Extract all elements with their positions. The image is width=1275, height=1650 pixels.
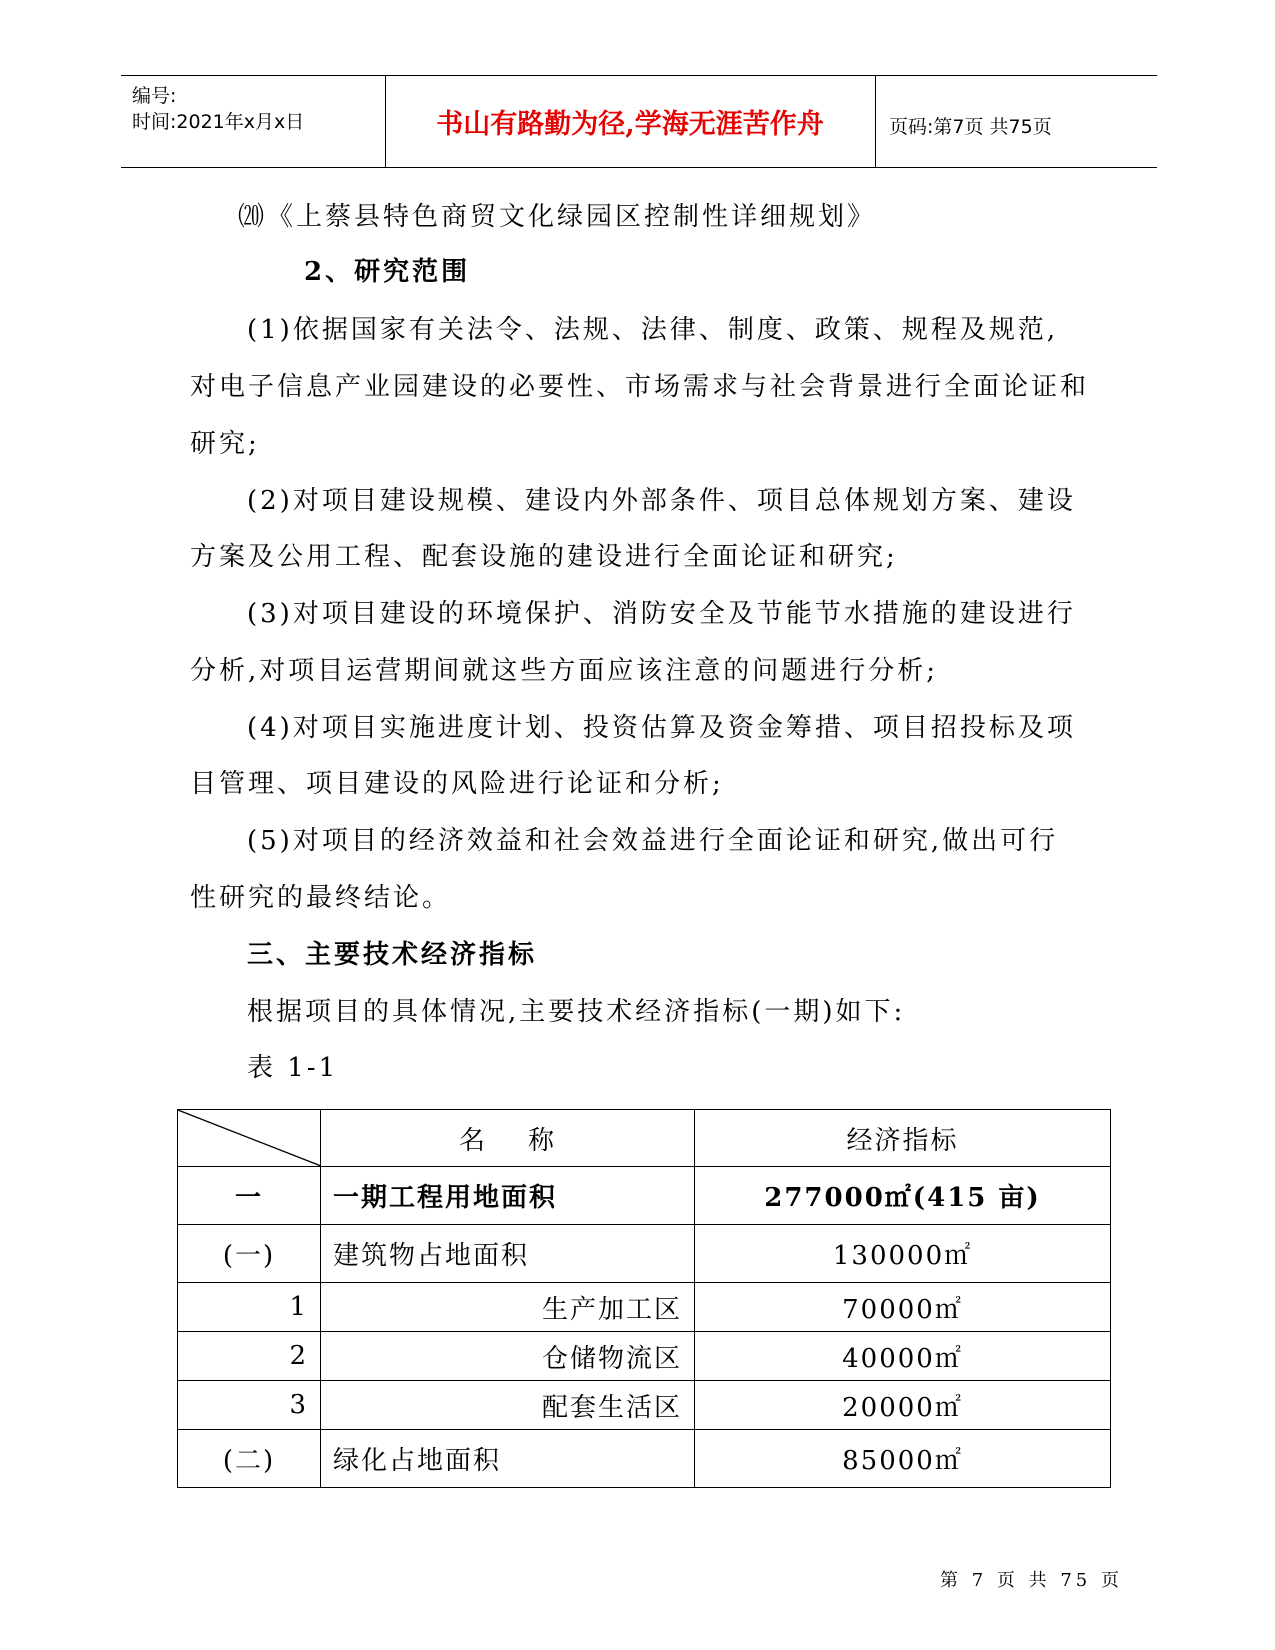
diagonal-header-cell — [178, 1110, 321, 1167]
row-value: 277000㎡(415 亩) — [695, 1167, 1111, 1225]
scope-5-line1: (5)对项目的经济效益和社会效益进行全面论证和研究,做出可行 — [247, 826, 1059, 856]
diagonal-line — [178, 1110, 321, 1166]
table-row — [178, 1430, 1111, 1488]
page-header — [121, 75, 1157, 168]
time-label: 时间:2021年x月x日 — [132, 111, 305, 133]
scope-1-line3: 研究; — [190, 429, 260, 459]
page-footer: 第 7 页 共 75 页 — [940, 1570, 1123, 1591]
row-name: 生产加工区 — [321, 1283, 695, 1332]
row-value: 70000㎡ — [695, 1283, 1111, 1332]
row-value: 20000㎡ — [695, 1381, 1111, 1430]
row-name: 建筑物占地面积 — [321, 1225, 695, 1283]
number-label: 编号: — [132, 85, 177, 107]
scope-2-line2: 方案及公用工程、配套设施的建设进行全面论证和研究; — [190, 542, 898, 572]
scope-5-line2: 性研究的最终结论。 — [190, 883, 452, 913]
header-meta — [121, 76, 386, 167]
row-name: 仓储物流区 — [321, 1332, 695, 1381]
scope-1-line1: (1)依据国家有关法令、法规、法律、制度、政策、规程及规范, — [247, 315, 1059, 345]
intro-text: 根据项目的具体情况,主要技术经济指标(一期)如下: — [247, 997, 906, 1027]
page-code-text: 页码:第7页 共75页 — [889, 116, 1052, 138]
row-name: 一期工程用地面积 — [321, 1167, 695, 1225]
scope-2-line1: (2)对项目建设规模、建设内外部条件、项目总体规划方案、建设 — [247, 486, 1076, 516]
table-row — [178, 1225, 1111, 1283]
table-row — [178, 1381, 1111, 1430]
table-row — [178, 1332, 1111, 1381]
row-number: 3 — [178, 1381, 321, 1430]
scope-3-line2: 分析,对项目运营期间就这些方面应该注意的问题进行分析; — [190, 656, 939, 686]
header-name: 名 称 — [321, 1110, 695, 1167]
motto-text: 书山有路勤为径,学海无涯苦作舟 — [436, 109, 824, 140]
row-value: 85000㎡ — [695, 1430, 1111, 1488]
row-number: 一 — [178, 1167, 321, 1225]
scope-4-line1: (4)对项目实施进度计划、投资估算及资金筹措、项目招投标及项 — [247, 713, 1076, 743]
row-value: 130000㎡ — [695, 1225, 1111, 1283]
header-page-code — [875, 76, 1157, 167]
section-3-title: 三、主要技术经济指标 — [247, 940, 538, 970]
header-motto — [385, 76, 876, 167]
scope-1-line2: 对电子信息产业园建设的必要性、市场需求与社会背景进行全面论证和 — [190, 372, 1090, 402]
reference-item-20: ⒇《上蔡县特色商贸文化绿园区控制性详细规划》 — [238, 202, 877, 232]
table-row — [178, 1167, 1111, 1225]
scope-3-line1: (3)对项目建设的环境保护、消防安全及节能节水措施的建设进行 — [247, 599, 1076, 629]
header-value: 经济指标 — [695, 1110, 1111, 1167]
table-caption: 表 1-1 — [247, 1053, 339, 1083]
table-header-row — [178, 1110, 1111, 1167]
indicators-table — [177, 1109, 1111, 1488]
row-number: 2 — [178, 1332, 321, 1381]
row-number: (二) — [178, 1430, 321, 1488]
row-number: 1 — [178, 1283, 321, 1332]
row-name: 配套生活区 — [321, 1381, 695, 1430]
row-value: 40000㎡ — [695, 1332, 1111, 1381]
table-row — [178, 1283, 1111, 1332]
row-number: (一) — [178, 1225, 321, 1283]
scope-4-line2: 目管理、项目建设的风险进行论证和分析; — [190, 769, 724, 799]
row-name: 绿化占地面积 — [321, 1430, 695, 1488]
section-2-title: 2、研究范围 — [304, 257, 471, 287]
